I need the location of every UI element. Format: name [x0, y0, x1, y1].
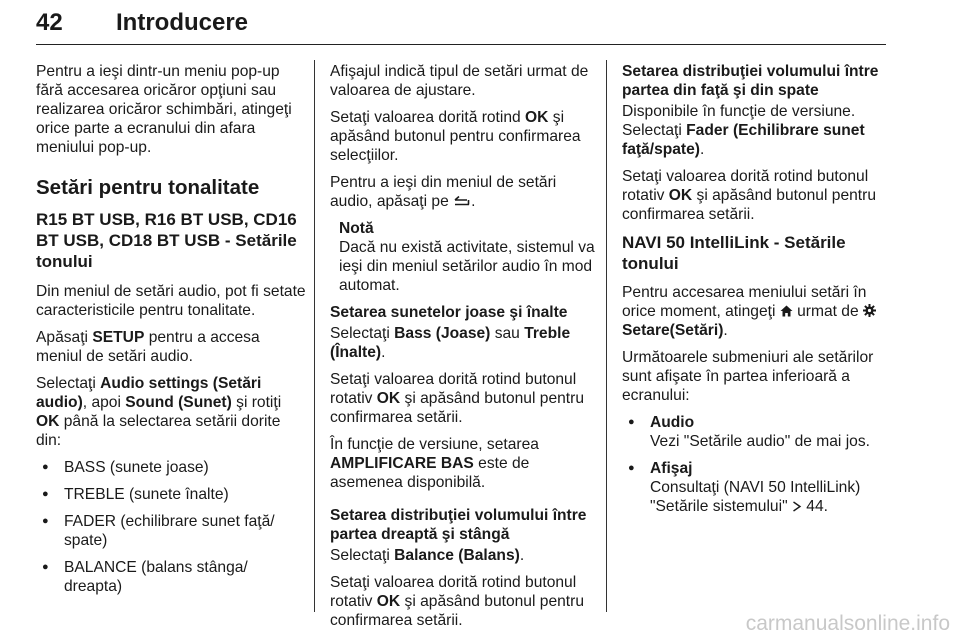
- subsection-heading: R15 BT USB, R16 BT USB, CD16 BT USB, CD18 BT USB - Setările tonului: [36, 210, 297, 271]
- note-text: Dacă nu există activitate, sistemul va ieşi din meniul setărilor audio în mod automat.: [339, 239, 595, 294]
- paragraph: Disponibile în funcţie de versiune.: [622, 103, 856, 120]
- column-divider: [314, 60, 315, 612]
- paragraph: Setaţi valoarea dorită rotind butonul rotativ OK şi apăsând butonul pentru confirmarea setării.: [330, 371, 584, 426]
- paragraph: Pentru a ieşi din meniul de setări audio, apăsaţi pe .: [330, 174, 557, 210]
- list-item: ● TREBLE (sunete înalte): [36, 485, 306, 504]
- section-heading: Setări pentru tonalitate: [36, 176, 260, 199]
- list-item: ● Audio Vezi "Setările audio" de mai jos.: [622, 413, 884, 451]
- paragraph: Următoarele submeniuri ale setărilor sunt afişate în partea inferioară a ecranului:: [622, 349, 874, 404]
- subheading: Setarea distribuţiei volumului între partea dreaptă şi stângă: [330, 507, 587, 543]
- list-item: ● BALANCE (balans stânga/ dreapta): [36, 558, 306, 596]
- page-header: [36, 8, 886, 45]
- paragraph: Setaţi valoarea dorită rotind OK şi apăsând butonul pentru confirmarea selecţiilor.: [330, 109, 581, 164]
- gear-icon: [863, 303, 876, 320]
- section-title: Introducere: [116, 9, 249, 36]
- bullet-list: [622, 413, 884, 516]
- paragraph: Selectaţi Audio settings (Setări audio), apoi Sound (Sunet) şi rotiţi OK până la selectarea setării dorite din:: [36, 375, 282, 449]
- watermark: carmanualsonline.info: [745, 612, 950, 635]
- paragraph: Selectaţi Fader (Echilibrare sunet faţă/spate).: [622, 122, 865, 158]
- column-divider: [606, 60, 607, 612]
- column-3: [622, 62, 884, 524]
- page-reference[interactable]: 44: [806, 498, 824, 515]
- column-2: [330, 62, 595, 638]
- paragraph: Selectaţi Bass (Joase) sau Treble (Înalte).: [330, 325, 571, 361]
- paragraph: Selectaţi Balance (Balans).: [330, 547, 525, 564]
- column-1: [36, 62, 306, 604]
- paragraph: Setaţi valoarea dorită rotind butonul rotativ OK şi apăsând butonul pentru confirmarea setării.: [622, 168, 876, 223]
- note-title: Notă: [339, 220, 374, 237]
- list-item: ● FADER (echilibrare sunet faţă/ spate): [36, 512, 306, 550]
- home-icon: [780, 303, 793, 320]
- list-item: ● BASS (sunete joase): [36, 458, 306, 477]
- subsection-heading: NAVI 50 IntelliLink - Setările tonului: [622, 233, 846, 273]
- bullet-list: [36, 458, 306, 596]
- paragraph: Apăsaţi SETUP pentru a accesa meniul de setări audio.: [36, 329, 260, 365]
- paragraph: În funcţie de versiune, setarea AMPLIFICARE BAS este de asemenea disponibilă.: [330, 436, 539, 491]
- page-number: 42: [36, 9, 63, 36]
- paragraph: Setaţi valoarea dorită rotind butonul rotativ OK şi apăsând butonul pentru confirmarea setării.: [330, 574, 584, 629]
- note-box: [339, 219, 595, 295]
- paragraph: Pentru accesarea meniului setări în orice moment, atingeţi urmat de Setare(Setări).: [622, 283, 884, 340]
- subheading: Setarea distribuţiei volumului între partea din faţă şi din spate: [622, 63, 879, 99]
- list-item: ● Afişaj Consultaţi (NAVI 50 IntelliLink) "Setările sistemului" 44.: [622, 459, 884, 516]
- paragraph: Pentru a ieşi dintr-un meniu pop-up fără accesarea oricăror opţiuni sau realizarea oricăror schimbări, atingeţi orice parte a ecranului din afara meniului pop-up.: [36, 63, 292, 156]
- paragraph: Afişajul indică tipul de setări urmat de valoarea de ajustare.: [330, 63, 589, 99]
- subheading: Setarea sunetelor joase şi înalte: [330, 304, 568, 321]
- paragraph: Din meniul de setări audio, pot fi setate caracteristicile pentru tonalitate.: [36, 283, 306, 319]
- back-arrow-icon: [453, 193, 471, 210]
- page-reference-icon: [792, 498, 802, 515]
